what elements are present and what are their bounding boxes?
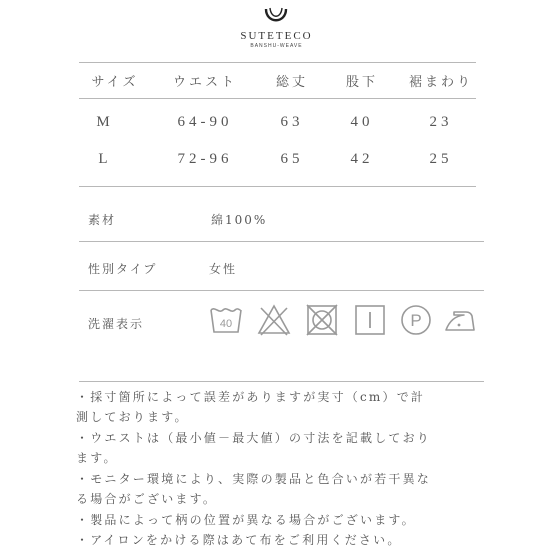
line-dry-icon xyxy=(352,302,388,338)
table-cell: L xyxy=(98,151,112,167)
gender-label: 性別タイプ xyxy=(88,262,158,276)
iron-low-icon xyxy=(442,302,478,338)
brand-logo-icon xyxy=(261,6,291,32)
table-cell: 72-96 xyxy=(177,151,233,167)
note-line: ・製品によって柄の位置が異なる場合がございます。 xyxy=(76,513,416,527)
material-value: 綿100% xyxy=(211,213,268,227)
note-line: ・ウエストは（最小値－最大値）の寸法を記載しており xyxy=(76,431,432,445)
table-cell: 40 xyxy=(350,114,374,130)
table-header-length: 総丈 xyxy=(275,75,308,90)
wash-40-icon xyxy=(208,302,244,338)
table-header-rule xyxy=(79,98,476,99)
table-cell: 25 xyxy=(429,151,453,167)
no-tumble-dry-icon xyxy=(304,302,340,338)
note-line: ・アイロンをかける際はあて布をご利用ください。 xyxy=(76,533,402,547)
table-cell: 63 xyxy=(280,114,304,130)
table-header-size: サイズ xyxy=(91,75,139,90)
note-line: る場合がございます。 xyxy=(76,492,218,506)
spec-rule xyxy=(79,290,484,291)
dryclean-letter: P xyxy=(410,311,422,330)
dry-clean-p-icon xyxy=(398,302,434,338)
note-line: ます。 xyxy=(76,451,118,465)
table-header-inseam: 股下 xyxy=(345,75,378,90)
spec-rule xyxy=(79,241,484,242)
gender-value: 女性 xyxy=(209,262,238,276)
wash-temp-text: 40 xyxy=(219,318,233,330)
note-line: 測しております。 xyxy=(76,410,189,424)
material-label: 素材 xyxy=(88,213,117,227)
brand-name: SUTETECO xyxy=(240,30,313,42)
care-label: 洗濯表示 xyxy=(88,317,145,331)
table-cell: M xyxy=(96,114,114,130)
table-header-hem: 裾まわり xyxy=(408,75,473,90)
no-bleach-icon xyxy=(256,302,292,338)
note-line: ・採寸箇所によって誤差がありますが実寸（cm）で計 xyxy=(76,390,426,404)
table-cell: 65 xyxy=(280,151,304,167)
table-top-rule xyxy=(79,62,476,63)
note-line: ・モニター環境により、実際の製品と色合いが若干異な xyxy=(76,472,432,486)
table-cell: 23 xyxy=(429,114,453,130)
brand-subtitle: BANSHU-WEAVE xyxy=(250,43,303,49)
spec-rule xyxy=(79,381,484,382)
table-bottom-rule xyxy=(79,186,476,187)
table-header-waist: ウエスト xyxy=(172,75,237,90)
table-cell: 42 xyxy=(350,151,374,167)
table-cell: 64-90 xyxy=(177,114,233,130)
